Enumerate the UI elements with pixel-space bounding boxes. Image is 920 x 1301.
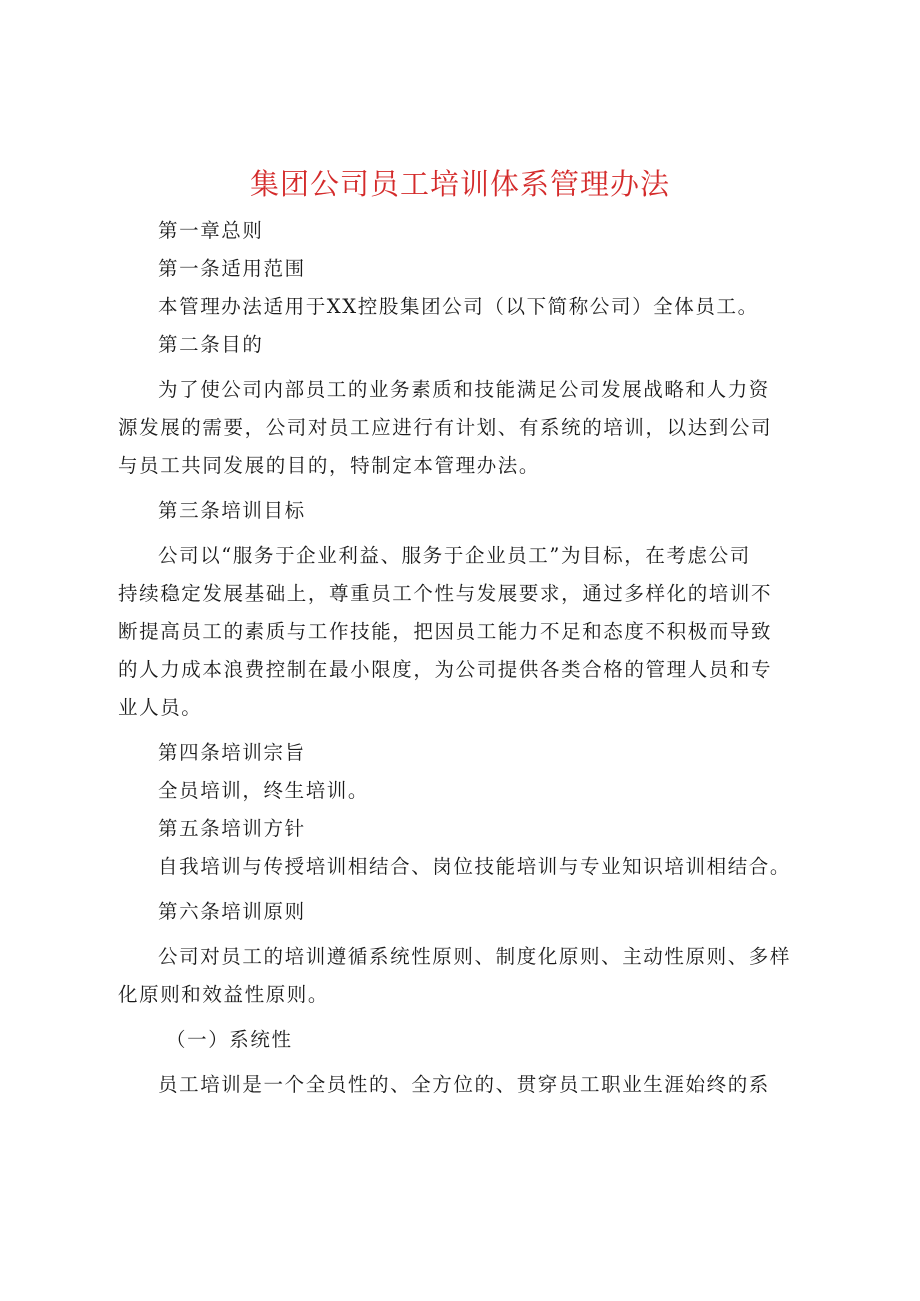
- paragraph-line: 断提高员工的素质与工作技能，把因员工能力不足和态度不积极而导致: [118, 620, 773, 643]
- paragraph-line: 本管理办法适用于XX控股集团公司（以下简称公司）全体员工。: [158, 295, 759, 318]
- article-heading: 第一条适用范围: [158, 257, 306, 280]
- article-heading: 第六条培训原则: [158, 900, 306, 923]
- paragraph-line: 的人力成本浪费控制在最小限度，为公司提供各类合格的管理人员和专: [118, 658, 773, 681]
- article-heading: 第五条培训方针: [158, 817, 306, 840]
- article-heading: 第二条目的: [158, 333, 264, 356]
- paragraph-line: 员工培训是一个全员性的、全方位的、贯穿员工职业生涯始终的系: [158, 1073, 770, 1096]
- paragraph-line: 公司对员工的培训遵循系统性原则、制度化原则、主动性原则、多样: [158, 945, 792, 968]
- paragraph-line: 源发展的需要，公司对员工应进行有计划、有系统的培训，以达到公司: [118, 416, 773, 439]
- paragraph-line: 与员工共同发展的目的，特制定本管理办法。: [118, 454, 541, 477]
- paragraph-line: 公司以“服务于企业利益、服务于企业员工”为目标，在考虑公司: [158, 544, 751, 567]
- document-title: 集团公司员工培训体系管理办法: [249, 167, 670, 201]
- paragraph-line: 化原则和效益性原则。: [118, 983, 330, 1006]
- paragraph-line: 自我培训与传授培训相结合、岗位技能培训与专业知识培训相结合。: [158, 855, 792, 878]
- article-heading: 第三条培训目标: [158, 499, 306, 522]
- paragraph-line: 持续稳定发展基础上，尊重员工个性与发展要求，通过多样化的培训不: [118, 582, 773, 605]
- paragraph-line: 全员培训，终生培训。: [158, 779, 370, 802]
- paragraph-line: 业人员。: [118, 696, 203, 719]
- article-heading: 第四条培训宗旨: [158, 741, 306, 764]
- paragraph-line: 为了使公司内部员工的业务素质和技能满足公司发展战略和人力资: [158, 378, 770, 401]
- section-heading: （一）系统性: [166, 1028, 293, 1051]
- chapter-heading: 第一章总则: [158, 219, 264, 242]
- document-body: [118, 212, 808, 1104]
